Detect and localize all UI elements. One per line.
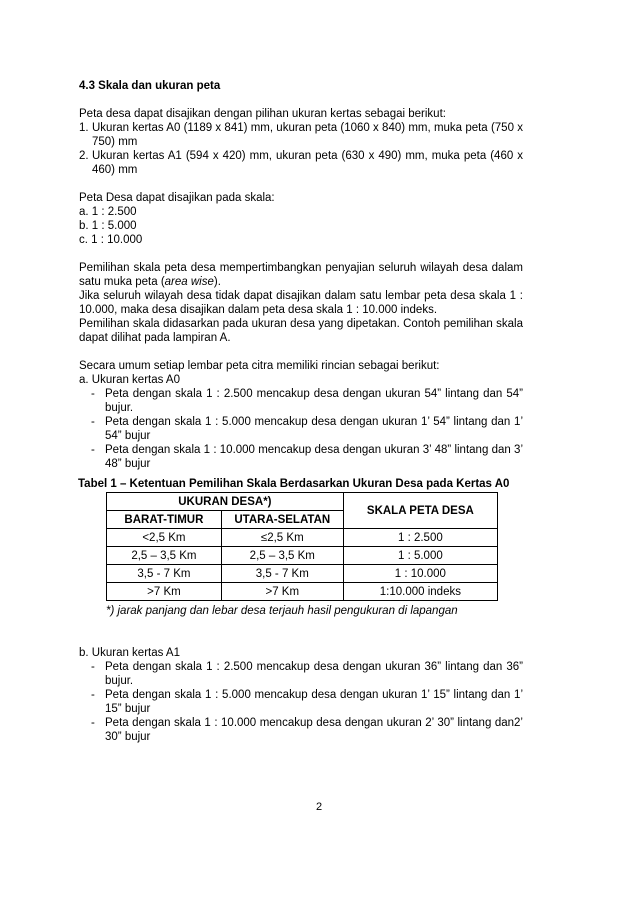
a0-label: a. Ukuran kertas A0 bbox=[79, 374, 180, 386]
scale-item: a. 1 : 2.500 bbox=[79, 206, 137, 218]
paper-option bbox=[79, 149, 523, 177]
table-row: 3,5 - 7 Km 3,5 - 7 Km 1 : 10.000 bbox=[107, 565, 498, 583]
table-caption: Tabel 1 – Ketentuan Pemilihan Skala Berdasarkan Ukuran Desa pada Kertas A0 bbox=[78, 478, 510, 490]
a1-item: - Peta dengan skala 1 : 10.000 mencakup desa dengan ukuran 2’ 30” lintang dan2’ 30” bujur bbox=[91, 717, 523, 743]
area-wise-term: area wise bbox=[164, 276, 214, 288]
table-row: <2,5 Km ≤2,5 Km 1 : 2.500 bbox=[107, 529, 498, 547]
table-header-utara: UTARA-SELATAN bbox=[221, 511, 343, 529]
scale-intro: Peta Desa dapat disajikan pada skala: bbox=[79, 192, 275, 204]
list-text: Ukuran kertas A1 (594 x 420) mm, ukuran peta (630 x 490) mm, muka peta (460 x 460) mm bbox=[92, 150, 523, 176]
section-heading: 4.3 Skala dan ukuran peta bbox=[79, 80, 221, 92]
list-number: 2. bbox=[79, 150, 89, 162]
table-note: *) jarak panjang dan lebar desa terjauh hasil pengukuran di lapangan bbox=[106, 605, 458, 617]
intro-paragraph: Peta desa dapat disajikan dengan pilihan ukuran kertas sebagai berikut: bbox=[79, 108, 446, 120]
general-intro: Secara umum setiap lembar peta citra memiliki rincian sebagai berikut: bbox=[79, 360, 440, 372]
scale-table bbox=[106, 492, 498, 601]
table-group-header: UKURAN DESA*) bbox=[107, 493, 344, 511]
list-text: Ukuran kertas A0 (1189 x 841) mm, ukuran peta (1060 x 840) mm, muka peta (750 x 750) mm bbox=[92, 122, 523, 148]
a0-item: - Peta dengan skala 1 : 5.000 mencakup desa dengan ukuran 1’ 54” lintang dan 1’ 54” bujur bbox=[91, 416, 523, 442]
a1-label: b. Ukuran kertas A1 bbox=[79, 647, 180, 659]
list-number: 1. bbox=[79, 122, 89, 134]
selection-paragraph: Pemilihan skala didasarkan pada ukuran desa yang dipetakan. Contoh pemilihan skala dapat dilihat pada lampiran A. bbox=[79, 318, 523, 344]
document-page bbox=[79, 79, 523, 744]
table-header-skala: SKALA PETA DESA bbox=[343, 493, 497, 529]
a1-item: - Peta dengan skala 1 : 2.500 mencakup desa dengan ukuran 36” lintang dan 36” bujur. bbox=[91, 661, 523, 687]
a0-item: - Peta dengan skala 1 : 2.500 mencakup desa dengan ukuran 54” lintang dan 54” bujur. bbox=[91, 388, 523, 414]
table-header-barat: BARAT-TIMUR bbox=[107, 511, 222, 529]
selection-paragraph: Pemilihan skala peta desa mempertimbangkan penyajian seluruh wilayah desa dalam satu muka peta (area wise). bbox=[79, 262, 523, 288]
table-row: 2,5 – 3,5 Km 2,5 – 3,5 Km 1 : 5.000 bbox=[107, 547, 498, 565]
paper-option bbox=[79, 121, 523, 149]
a0-item: - Peta dengan skala 1 : 10.000 mencakup desa dengan ukuran 3’ 48” lintang dan 3’ 48” bujur bbox=[91, 444, 523, 470]
selection-paragraph: Jika seluruh wilayah desa tidak dapat disajikan dalam satu lembar peta desa skala 1 : 10.000, maka desa disajikan dalam peta desa skala 1 : 10.000 indeks. bbox=[79, 290, 523, 316]
table-row: >7 Km >7 Km 1:10.000 indeks bbox=[107, 583, 498, 601]
a1-item: - Peta dengan skala 1 : 5.000 mencakup desa dengan ukuran 1’ 15” lintang dan 1’ 15” bujur bbox=[91, 689, 523, 715]
scale-item: c. 1 : 10.000 bbox=[79, 234, 143, 246]
page-number: 2 bbox=[315, 801, 323, 813]
scale-item: b. 1 : 5.000 bbox=[79, 220, 137, 232]
